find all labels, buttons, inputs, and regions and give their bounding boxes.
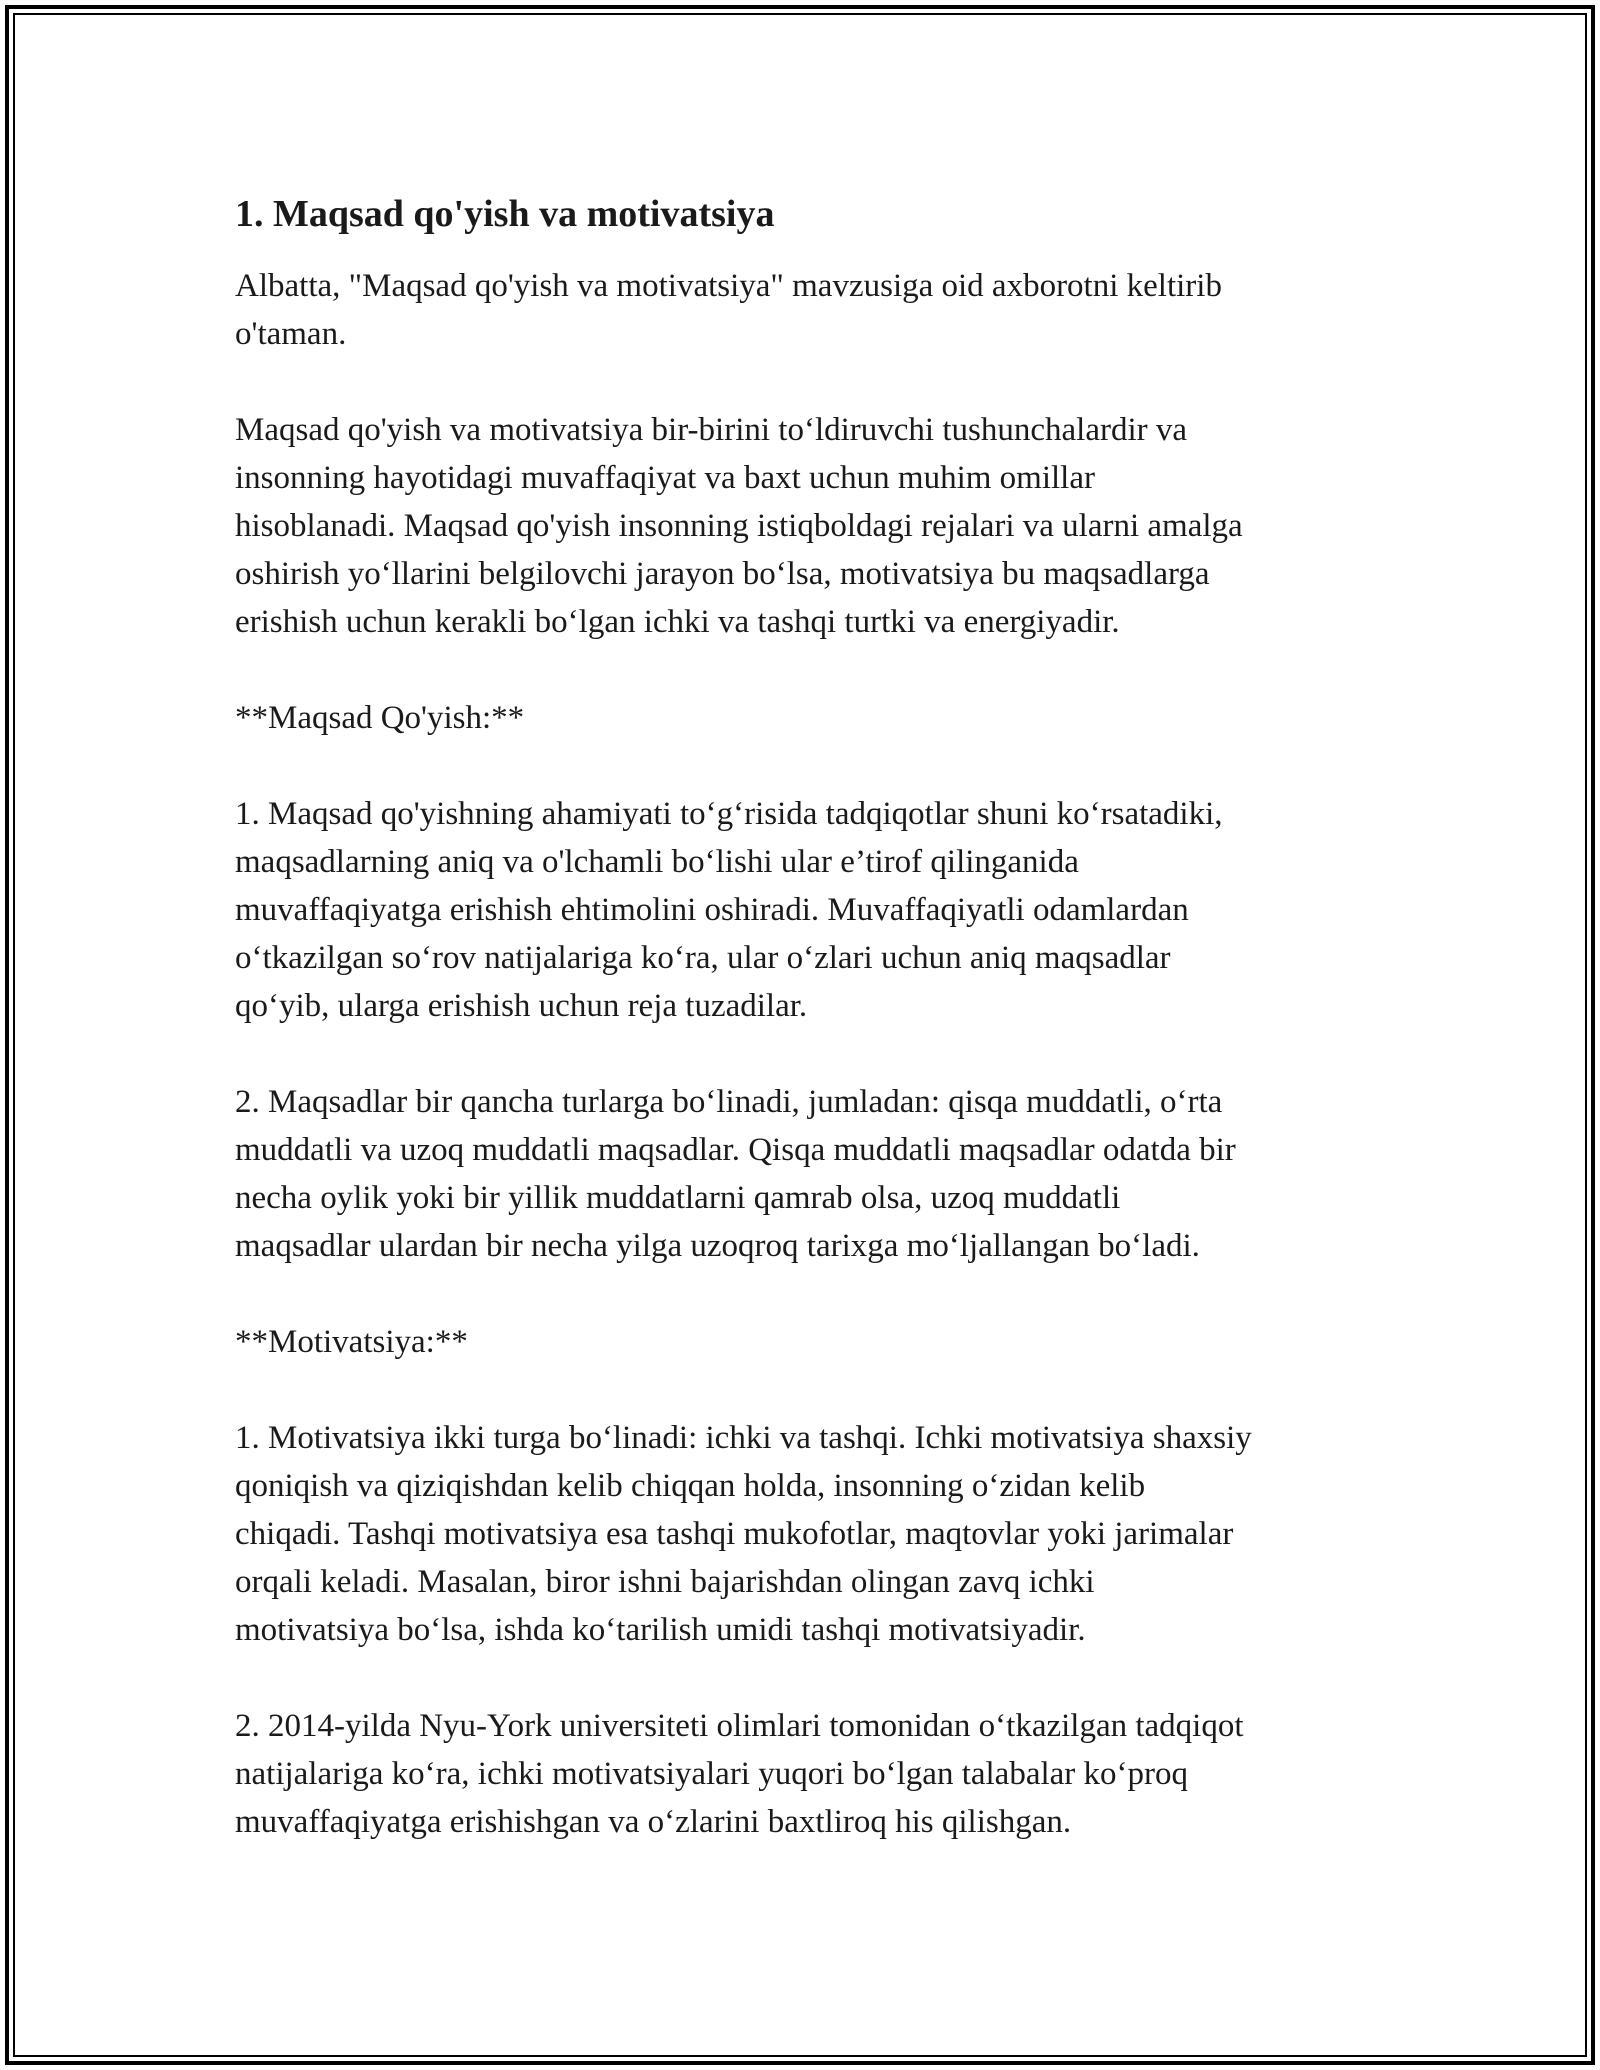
motivation-point-1: 1. Motivatsiya ikki turga bo‘linadi: ichki va tashqi. Ichki motivatsiya shaxsiy qoniqish va qiziqishdan kelib chiqqan holda, insonning o‘zidan kelib chiqadi. Tashqi motivatsiya esa tashqi mukofotlar, maqtovlar yoki jarimalar orqali keladi. Masalan, biror ishni bajarishdan olingan zavq ichki motivatsiya bo‘lsa, ishda ko‘tarilish umidi tashqi motivatsiyadir. bbox=[235, 1420, 1252, 1648]
motivation-point-2: 2. 2014-yilda Nyu-York universiteti olimlari tomonidan o‘tkazilgan tadqiqot natijalariga ko‘ra, ichki motivatsiyalari yuqori bo‘lgan talabalar ko‘proq muvaffaqiyatga erishishgan va o‘zlarini baxtliroq his qilishgan. bbox=[235, 1708, 1244, 1840]
section-heading-motivation: **Motivatsiya:** bbox=[235, 1324, 468, 1360]
intro-paragraph: Albatta, "Maqsad qo'yish va motivatsiya" mavzusiga oid axborotni keltirib o'taman. bbox=[235, 268, 1222, 352]
goal-setting-point-2: 2. Maqsadlar bir qancha turlarga bo‘linadi, jumladan: qisqa muddatli, o‘rta muddatli va uzoq muddatli maqsadlar. Qisqa muddatli maqsadlar odatda bir necha oylik yoki bir yillik muddatlarni qamrab olsa, uzoq muddatli maqsadlar ulardan bir necha yilga uzoqroq tarixga mo‘ljallangan bo‘ladi. bbox=[235, 1084, 1236, 1264]
page-title: 1. Maqsad qo'yish va motivatsiya bbox=[235, 193, 775, 235]
document-body bbox=[235, 188, 1385, 1894]
section-heading-goal-setting: **Maqsad Qo'yish:** bbox=[235, 700, 525, 736]
goal-setting-point-1: 1. Maqsad qo'yishning ahamiyati to‘g‘risida tadqiqotlar shuni ko‘rsatadiki, maqsadlarning aniq va o'lchamli bo‘lishi ular e’tirof qilinganida muvaffaqiyatga erishish ehtimolini oshiradi. Muvaffaqiyatli odamlardan o‘tkazilgan so‘rov natijalariga ko‘ra, ular o‘zlari uchun aniq maqsadlar qo‘yib, ularga erishish uchun reja tuzadilar. bbox=[235, 796, 1223, 1024]
overview-paragraph: Maqsad qo'yish va motivatsiya bir-birini to‘ldiruvchi tushunchalardir va insonning hayotidagi muvaffaqiyat va baxt uchun muhim omillar hisoblanadi. Maqsad qo'yish insonning istiqboldagi rejalari va ularni amalga oshirish yo‘llarini belgilovchi jarayon bo‘lsa, motivatsiya bu maqsadlarga erishish uchun kerakli bo‘lgan ichki va tashqi turtki va energiyadir. bbox=[235, 412, 1243, 640]
